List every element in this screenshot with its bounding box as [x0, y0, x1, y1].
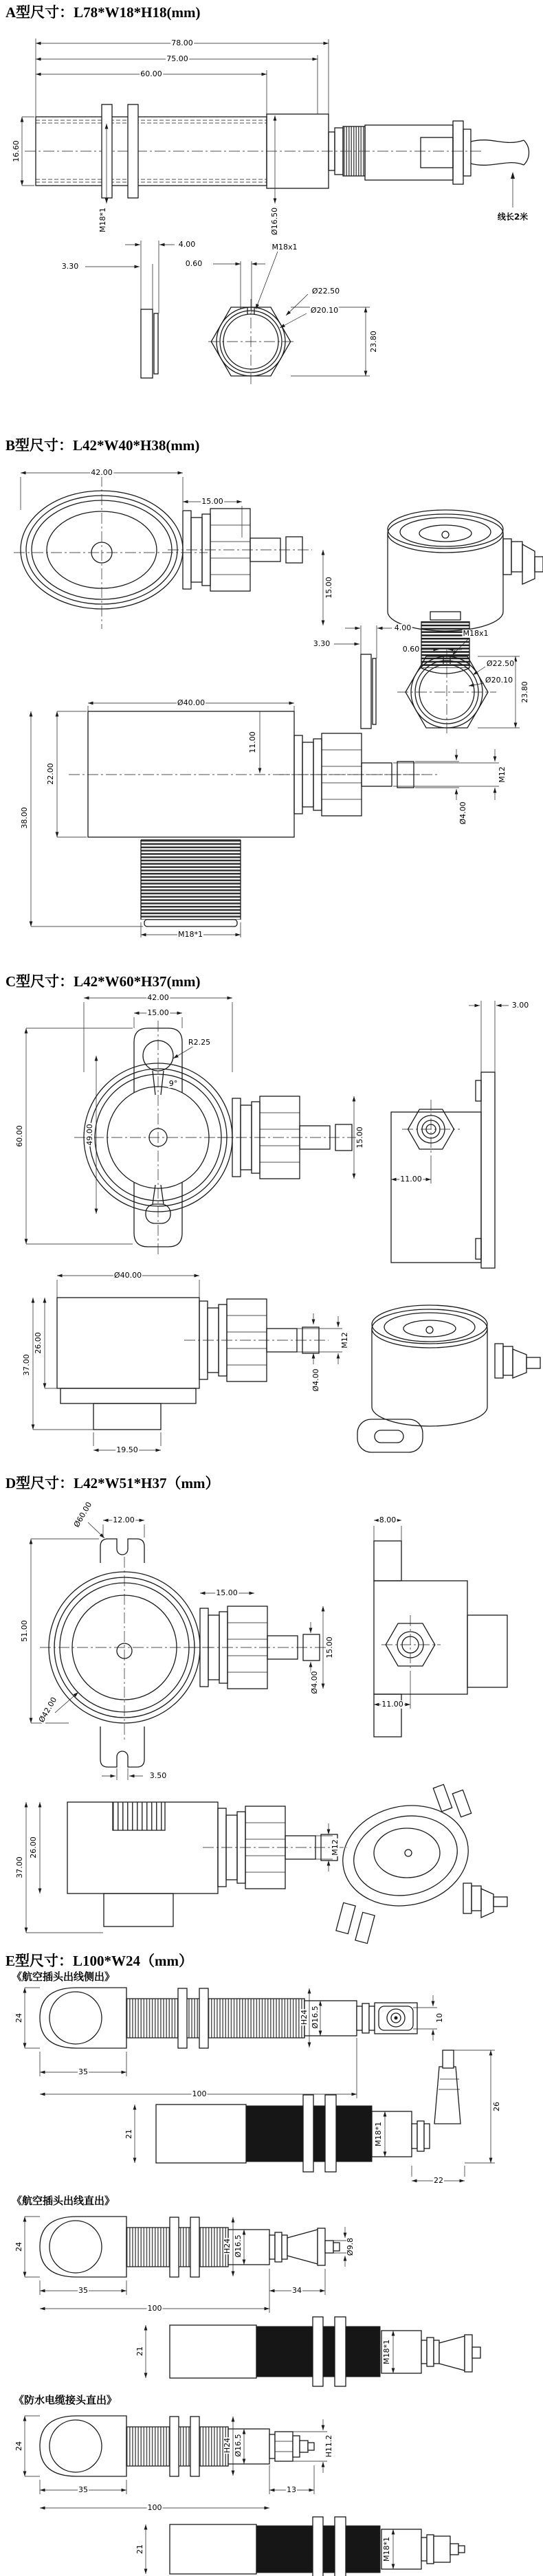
dim-label: 23.80	[368, 331, 378, 353]
dim-label: 22	[434, 2175, 443, 2185]
dim-label: 100	[147, 2502, 162, 2512]
section-b	[0, 433, 543, 969]
dim-label: 15.00	[324, 577, 333, 599]
dim-label: 0.60	[185, 258, 203, 268]
section-a	[0, 0, 543, 433]
dim-label: 24	[14, 2242, 23, 2252]
dim-label: 42.00	[91, 467, 113, 477]
dim-label: 26.00	[28, 1836, 38, 1858]
dim-label: 16.60	[11, 140, 21, 162]
dim-label: 《航空插头出线直出》	[11, 2195, 115, 2207]
section-c-title: C型尺寸：L42*W60*H37(mm)	[5, 970, 200, 991]
dim-label: 13	[287, 2485, 296, 2494]
dim-label: Ø16.5	[233, 2234, 243, 2258]
dim-label: Ø60.00	[71, 1500, 94, 1529]
dim-label: 24	[14, 2013, 23, 2023]
dim-label: 24	[14, 2441, 23, 2451]
dim-label: 线长2米	[497, 212, 529, 222]
dim-label: Ø4.00	[458, 801, 467, 825]
dim-label: 35	[78, 2285, 88, 2295]
dim-label: 35	[78, 2485, 88, 2494]
dim-label: M18*1	[381, 2537, 391, 2562]
section-a-labels	[0, 0, 543, 433]
dim-label: M12	[340, 1332, 349, 1348]
section-b-title: B型尺寸：L42*W40*H38(mm)	[5, 434, 199, 455]
section-e	[0, 1948, 543, 2576]
dim-label: Ø40.00	[113, 1270, 142, 1280]
dim-label: 100	[192, 2089, 207, 2098]
dim-label: 10	[434, 2013, 444, 2023]
dim-label: Ø16.5	[233, 2434, 243, 2457]
dim-label: 100	[147, 2303, 162, 2313]
dim-label: M18*1	[178, 929, 203, 939]
dim-label: M18x1	[272, 242, 298, 252]
dim-label: 37.00	[14, 1856, 24, 1878]
dim-label: M18*1	[98, 208, 107, 232]
dim-label: 3.30	[61, 261, 79, 271]
dim-label: 21	[124, 2129, 133, 2139]
dim-label: 15.00	[324, 1636, 334, 1658]
dim-label: Ø20.10	[485, 675, 513, 685]
section-c	[0, 969, 543, 1471]
dim-label: Ø20.10	[310, 305, 339, 315]
dim-label: 《航空插头出线侧出》	[11, 1971, 115, 1983]
dim-label: M18*1	[373, 2122, 383, 2146]
section-e-title: E型尺寸：L100*W24（mm）	[5, 1950, 193, 1970]
dim-label: 15.00	[201, 496, 223, 506]
dim-label: 23.80	[520, 681, 529, 703]
section-c-labels	[0, 969, 543, 1471]
dim-label: 21	[135, 2544, 144, 2554]
dim-label: H24	[222, 2238, 232, 2254]
dim-label: R2.25	[188, 1037, 211, 1047]
dim-label: Ø42.00	[36, 1696, 59, 1724]
dim-label: 26	[491, 2102, 501, 2111]
dim-label: 60.00	[14, 1125, 24, 1147]
dim-label: Ø22.50	[311, 286, 340, 296]
dim-label: Ø40.00	[177, 698, 206, 707]
section-d	[0, 1471, 543, 1948]
dim-label: 15.00	[147, 1008, 169, 1017]
dim-label: Ø4.00	[309, 1671, 319, 1694]
dim-label: 4.00	[178, 239, 196, 249]
dim-label: 34	[292, 2285, 302, 2295]
dim-label: H24	[222, 2437, 232, 2454]
dim-label: 15.00	[216, 1588, 238, 1597]
dim-label: 12.00	[113, 1515, 135, 1524]
dim-label: 8.00	[379, 1515, 397, 1524]
dim-label: 26.00	[33, 1332, 43, 1354]
dim-label: 42.00	[147, 992, 169, 1002]
dim-label: 9°	[168, 1078, 178, 1088]
section-d-title: D型尺寸：L42*W51*H37（mm）	[5, 1472, 220, 1493]
dim-label: 11.00	[247, 731, 257, 753]
dim-label: Ø16.50	[269, 207, 279, 236]
dim-label: H24	[299, 2009, 309, 2025]
dim-label: 3.50	[149, 1770, 167, 1780]
dim-label: 11.00	[400, 1174, 422, 1184]
section-b-labels	[0, 433, 543, 969]
dim-label: 4.00	[394, 623, 412, 632]
dim-label: M18*1	[381, 2340, 391, 2364]
dim-label: M12	[497, 766, 507, 783]
dim-label: 38.00	[19, 807, 29, 829]
dim-label: 《防水电缆接头直出》	[13, 2395, 118, 2406]
dim-label: 0.60	[402, 644, 420, 654]
dim-label: 3.00	[511, 1000, 529, 1010]
dim-label: 19.50	[116, 1445, 138, 1454]
section-e-labels	[0, 1948, 543, 2576]
dim-label: M12	[330, 1839, 340, 1856]
dim-label: 3.30	[313, 639, 331, 648]
dim-label: 35	[78, 2067, 88, 2076]
dim-label: 75.00	[166, 54, 188, 63]
dim-label: 15.00	[355, 1126, 364, 1148]
dim-label: M18x1	[463, 628, 489, 638]
dim-label: 21	[135, 2346, 144, 2356]
dim-label: 51.00	[19, 1620, 29, 1642]
dim-label: Ø16.5	[310, 2006, 320, 2029]
dim-label: 37.00	[21, 1354, 31, 1376]
dim-label: 22.00	[45, 763, 55, 785]
dim-label: 60.00	[140, 69, 162, 78]
dim-label: 78.00	[171, 38, 193, 47]
section-a-title: A型尺寸：L78*W18*H18(mm)	[5, 1, 200, 22]
dim-label: 49.00	[85, 1124, 94, 1146]
section-d-labels	[0, 1471, 543, 1948]
dim-label: Ø22.50	[486, 658, 515, 668]
dim-label: Ø4.00	[311, 1368, 320, 1392]
dim-label: 11.00	[381, 1699, 403, 1709]
dim-label: Ø9.8	[345, 2237, 355, 2256]
dim-label: H11.2	[324, 2434, 333, 2458]
